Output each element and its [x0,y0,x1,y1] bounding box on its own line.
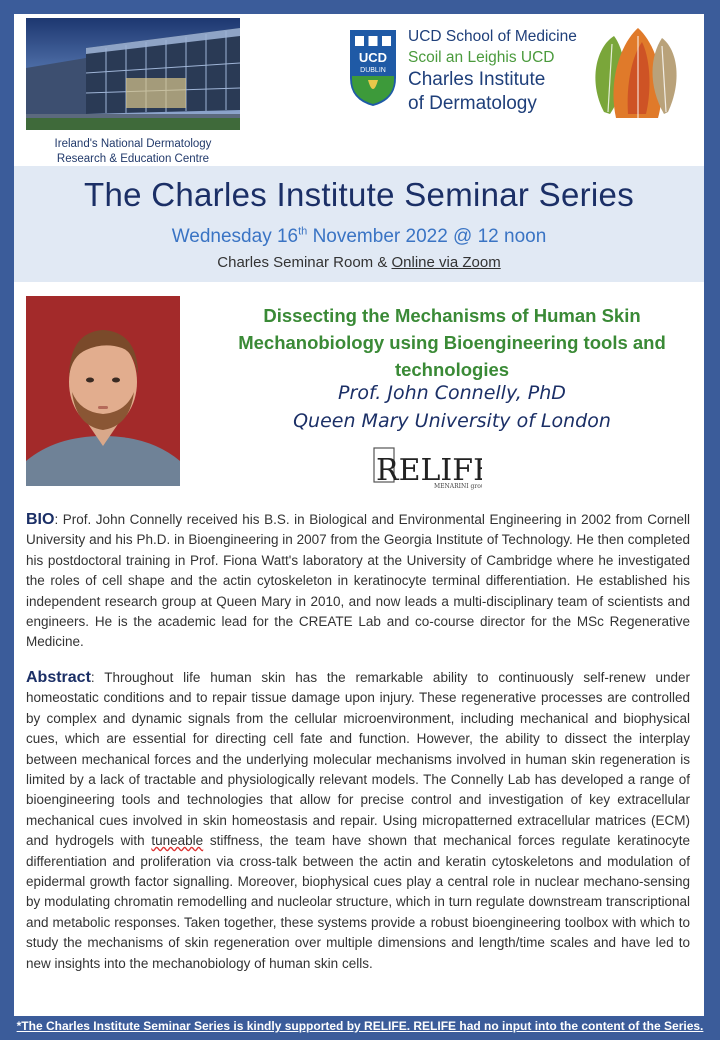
bio-paragraph [26,510,690,653]
date-after: November 2022 @ 12 noon [307,226,547,247]
bio-text: : Prof. John Connelly received his B.S. in Biological and Environmental Engineering in 2002 from Cornell University and his Ph.D. in Bioengineering in 2007 from the Georgia Institute of Technology. He then completed his postdoctoral training in Prof. Fiona Watt's laboratory at the University of Cambridge where he investigated the roles of cell shape and the actin cytoskeleton in keratinocyte terminal differentiation. He established his independent research group at Queen Mary in 2010, and now leads a multi-disciplinary team of scientists and engineers. He is the academic lead for the CREATE Lab and co-course director for the MSc Regenerative Medicine. [26,512,690,650]
relife-logo [372,442,482,490]
date-before: Wednesday 16 [171,226,299,247]
caption-line-2: Research & Education Centre [56,153,210,165]
ucd-line-4: of Dermatology [408,93,537,114]
abstract-text-2: stiffness, the team have shown that mechanical forces regulate keratinocyte differentiation and proliferation via cross-talk between the actin and keratin cytoskeletons and modulation of epidermal growth factor signalling. Moreover, biophysical cues play a central role in nuclear mechano-sensing by modulating chromatin remodelling and nucleolar structure, which in turn regulate downstream transcriptional and metabolic responses. Taken together, these systems provide a robust bioengineering toolbox with which to study the mechanisms of skin regeneration over multiple dimensions and length/time scales and have led to new insights into the mechanobiology of human skin cells. [26,833,691,971]
abstract-text-1: : Throughout life human skin has the remarkable ability to continuously self-renew under homeostatic conditions and to repair tissue damage upon injury. These regenerative processes are controlled by complex and dynamic signals from the cellular microenvironment, including mechanical and biophysical cues, which are essential for directing cell fate and function. However, the ability to dissect the interplay between mechanical forces and the underlying molecular mechanisms involved in human skin regeneration is limited by a lack of tractable and physiologically relevant models. The Connelly Lab has developed a range of bioengineering tools and technologies that allow for precise control and investigation of key extracellular mechanical cues involved in skin homeostasis and repair. Using micropatterned extracellular matrices (ECM) and hydrogels with [26,670,690,849]
abstract-paragraph [26,668,690,974]
date-line [14,226,704,248]
zoom-link[interactable]: Online via Zoom [391,254,501,271]
seminar-poster [14,14,704,1016]
bio-label: BIO [26,511,55,528]
date-ordinal: th [298,225,308,238]
talk-title-line-3: technologies [394,359,510,380]
ucd-line-3: Charles Institute [408,69,546,90]
building-photo [26,18,240,130]
building-caption [24,137,242,167]
venue-text: Charles Seminar Room & [217,254,392,271]
ucd-line-2: Scoil an Leighis UCD [408,49,555,66]
caption-line-1: Ireland's National Dermatology [54,138,212,150]
talk-title-line-2: Mechanobiology using Bioengineering tools and [238,332,666,353]
speaker-portrait [26,296,180,486]
relife-logo-text: RELIF [376,453,474,488]
crest-text-top: UCD [358,50,388,65]
relife-logo-sub: MENARINI gro [434,483,481,490]
ucd-school-text [408,26,577,116]
series-title: The Charles Institute Seminar Series [83,176,635,213]
talk-title [212,302,692,383]
speaker-name: Prof. John Connelly, PhD [338,382,566,404]
leaves-logo [586,22,690,126]
talk-title-line-1: Dissecting the Mechanisms of Human Skin [263,305,641,326]
ucd-crest-logo [348,28,398,108]
crest-text-bottom: DUBLIN [360,67,386,74]
title-band [14,166,704,282]
abstract-misspelled-word: tuneable [151,833,204,849]
speaker-affiliation: Queen Mary University of London [293,410,611,432]
abstract-label: Abstract [26,669,91,686]
ucd-line-1: UCD School of Medicine [408,28,577,45]
venue-line [14,254,704,271]
footer-note: *The Charles Institute Seminar Series is kindly supported by RELIFE. RELIFE had no input into the content of the Series. [16,1019,704,1033]
